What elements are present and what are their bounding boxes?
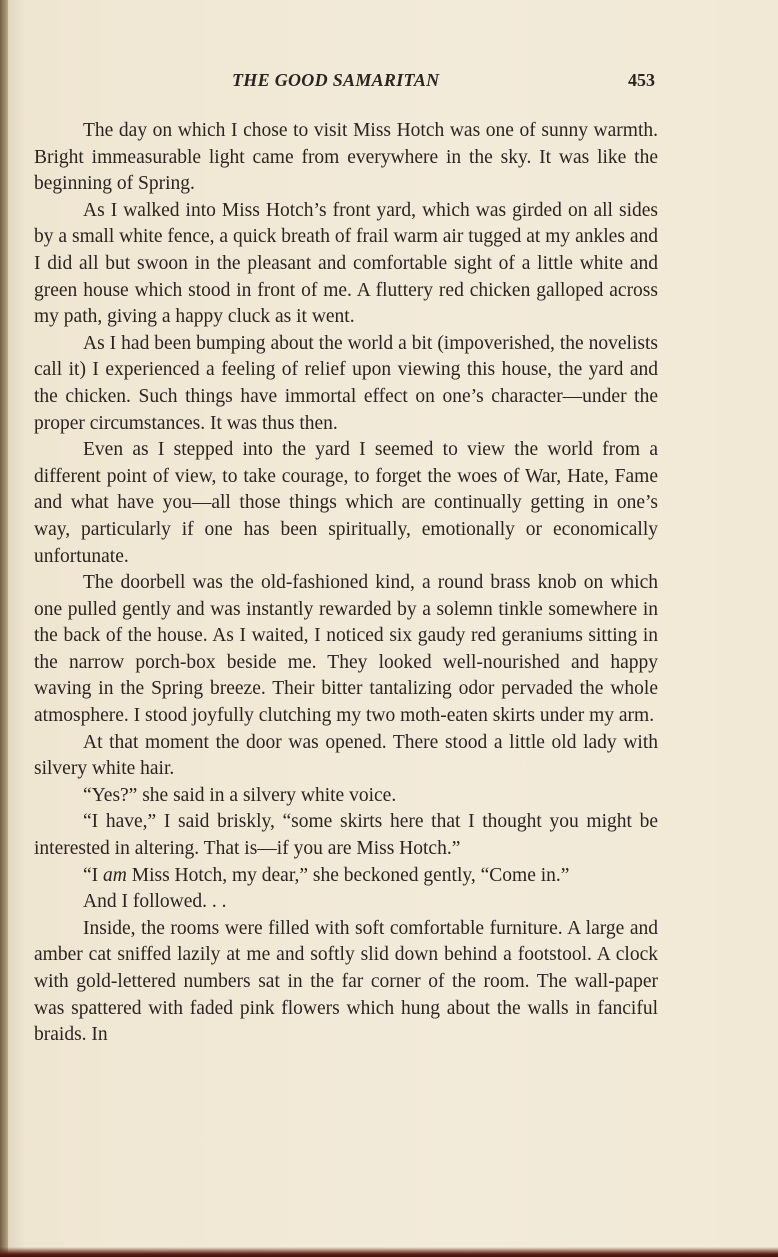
paragraph: The day on which I chose to visit Miss Hotch was one of sunny warmth. Bright immeasurable light came from everywhere in the sky. It was like the beginning of Spring. bbox=[34, 120, 658, 195]
binding-gutter bbox=[0, 0, 8, 1257]
body-text bbox=[34, 118, 658, 1049]
reply-open: “I bbox=[83, 864, 104, 886]
paragraph: Inside, the rooms were filled with soft comfortable furniture. A large and amber cat sniffed lazily at me and softly slid down behind a footstool. A clock with gold-lettered numbers sat in the far corner of the room. The wall-paper was spattered with faded pink flowers which hung about the walls in fanciful braids. In bbox=[34, 917, 658, 1046]
paragraph bbox=[34, 863, 658, 890]
running-head bbox=[0, 70, 778, 96]
page-bottom-edge bbox=[0, 1247, 778, 1257]
paragraph: As I had been bumping about the world a bit (impoverished, the novelists call it) I experienced a feeling of relief upon viewing this house, the yard and the chicken. Such things have immortal effect on one’s character—under the proper circumstances. It was thus then. bbox=[34, 332, 658, 434]
paragraph: At that moment the door was opened. There stood a little old lady with silvery white hair. bbox=[34, 731, 658, 780]
paragraph: The doorbell was the old-fashioned kind, a round brass knob on which one pulled gently and was instantly rewarded by a solemn tinkle somewhere in the back of the house. As I waited, I noticed six gaudy red geraniums sitting in the narrow porch-box beside me. They looked well-nourished and happy waving in the Spring breeze. Their bitter tantalizing odor pervaded the whole atmosphere. I stood joyfully clutching my two moth-eaten skirts under my arm. bbox=[34, 572, 658, 727]
paragraph: “I have,” I said briskly, “some skirts here that I thought you might be interested in altering. That is—if you are Miss Hotch.” bbox=[34, 811, 658, 860]
paragraph: And I followed. . . bbox=[83, 891, 227, 913]
paragraph: As I walked into Miss Hotch’s front yard, which was girded on all sides by a small white fence, a quick breath of frail warm air tugged at my ankles and I did all but swoon in the pleasant and comfortable sight of a little white and green house which stood in front of me. A fluttery red chicken galloped across my path, giving a happy cluck as it went. bbox=[34, 199, 658, 328]
paragraph: “Yes?” she said in a silvery white voice. bbox=[83, 784, 397, 806]
running-title: THE GOOD SAMARITAN bbox=[232, 70, 440, 90]
emphasized-word: am bbox=[103, 864, 127, 886]
reply-rest: Miss Hotch, my dear,” she beckoned gently, “Come in.” bbox=[126, 864, 570, 886]
page-number: 453 bbox=[628, 70, 655, 90]
paragraph: Even as I stepped into the yard I seemed to view the world from a different point of view, to take courage, to forget the woes of War, Hate, Fame and what have you—all those things which are continually getting in one’s way, particularly if one has been spiritually, emotionally or economically unfortunate. bbox=[34, 439, 658, 567]
